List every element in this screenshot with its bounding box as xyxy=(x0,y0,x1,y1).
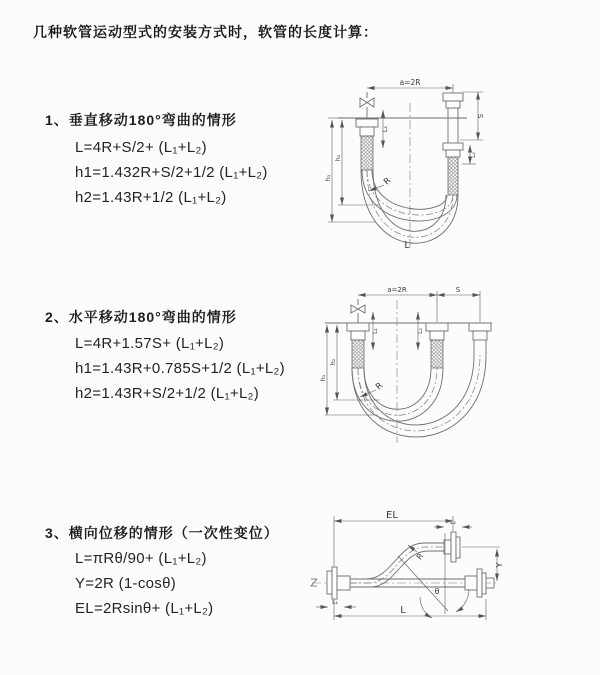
formula-line: Y=2R (1-cosθ) xyxy=(75,575,177,592)
dim-label-l1: L₁ xyxy=(381,125,389,133)
dim-label-el: EL xyxy=(386,510,398,521)
dim-label-l2: L₂ xyxy=(450,519,456,526)
dim-l xyxy=(334,599,486,620)
dim-label-s: S xyxy=(455,286,461,294)
upper-flange xyxy=(451,532,460,562)
valve-icon xyxy=(351,299,365,323)
diagram-horizontal-180-bend xyxy=(319,286,495,448)
dim-label-h1: h₁ xyxy=(324,174,332,182)
dim-l1 xyxy=(372,312,379,350)
left-flange xyxy=(327,567,350,599)
dim-label-s: S xyxy=(477,113,485,119)
dim-l2 xyxy=(462,145,477,164)
formula-line: L=4R+1.57S+ (L₁+L₂) xyxy=(75,335,225,352)
dim-a2r xyxy=(367,78,453,93)
formula-line: h1=1.43R+0.785S+1/2 (L₁+L₂) xyxy=(75,360,285,377)
dim-l2 xyxy=(417,312,424,350)
formula-line: L=4R+S/2+ (L₁+L₂) xyxy=(75,139,207,156)
dim-label-h2: h₂ xyxy=(329,358,337,366)
section-2-heading: 2、水平移动180°弯曲的情形 xyxy=(45,309,237,325)
middle-pipe-assembly xyxy=(426,323,448,368)
section-1-heading: 1、垂直移动180°弯曲的情形 xyxy=(45,112,237,128)
dim-label-l1: L₁ xyxy=(332,599,338,606)
dim-label-l1: L₁ xyxy=(372,328,379,334)
dim-h1 xyxy=(319,325,378,415)
page-title: 几种软管运动型式的安装方式时，软管的长度计算： xyxy=(33,24,378,40)
dim-label-r: R xyxy=(374,380,386,393)
dim-label-theta: θ xyxy=(434,587,440,596)
right-pipe-assembly xyxy=(443,93,463,195)
dim-s xyxy=(437,286,480,322)
hose-arcs xyxy=(352,355,486,437)
dim-label-y: Y xyxy=(495,562,504,568)
left-pipe-assembly xyxy=(347,323,369,368)
dim-label-r: R xyxy=(382,175,394,188)
formula-line: L=πRθ/90+ (L₁+L₂) xyxy=(75,550,207,567)
dim-s xyxy=(460,92,485,140)
curved-hose xyxy=(350,540,451,587)
dim-label-l: L xyxy=(404,240,410,251)
left-pipe-assembly xyxy=(356,119,378,170)
formula-line: EL=2Rsinθ+ (L₁+L₂) xyxy=(75,600,214,617)
diagram-vertical-180-bend xyxy=(320,80,495,252)
dim-label-h1: h₁ xyxy=(319,374,327,382)
dim-el xyxy=(334,510,453,566)
diagram-lateral-displacement xyxy=(308,510,505,650)
hose-arcs xyxy=(361,170,458,243)
dim-a2r xyxy=(358,286,437,295)
dim-label-a2r: a=2R xyxy=(399,78,421,87)
formula-line: h2=1.43R+1/2 (L₁+L₂) xyxy=(75,189,227,206)
dim-l1 xyxy=(381,110,389,148)
section-3-heading: 3、横向位移的情形（一次性变位） xyxy=(45,525,279,541)
right-flange xyxy=(477,569,494,597)
formula-line: h2=1.43R+S/2+1/2 (L₁+L₂) xyxy=(75,385,260,402)
dim-label-l: L xyxy=(400,605,406,616)
formula-line: h1=1.432R+S/2+1/2 (L₁+L₂) xyxy=(75,164,268,181)
right-pipe-assembly xyxy=(469,323,491,355)
dim-l1 xyxy=(316,599,356,607)
valve-icon xyxy=(360,92,374,119)
dim-label-l2: L₂ xyxy=(417,328,424,334)
dim-label-r: R xyxy=(414,551,426,562)
radius-leader xyxy=(360,381,385,397)
dim-label-h2: h₂ xyxy=(334,154,342,162)
dim-label-l2: L₂ xyxy=(470,152,477,158)
dim-l2 xyxy=(434,519,472,527)
dim-label-a2r: a=2R xyxy=(387,286,407,294)
